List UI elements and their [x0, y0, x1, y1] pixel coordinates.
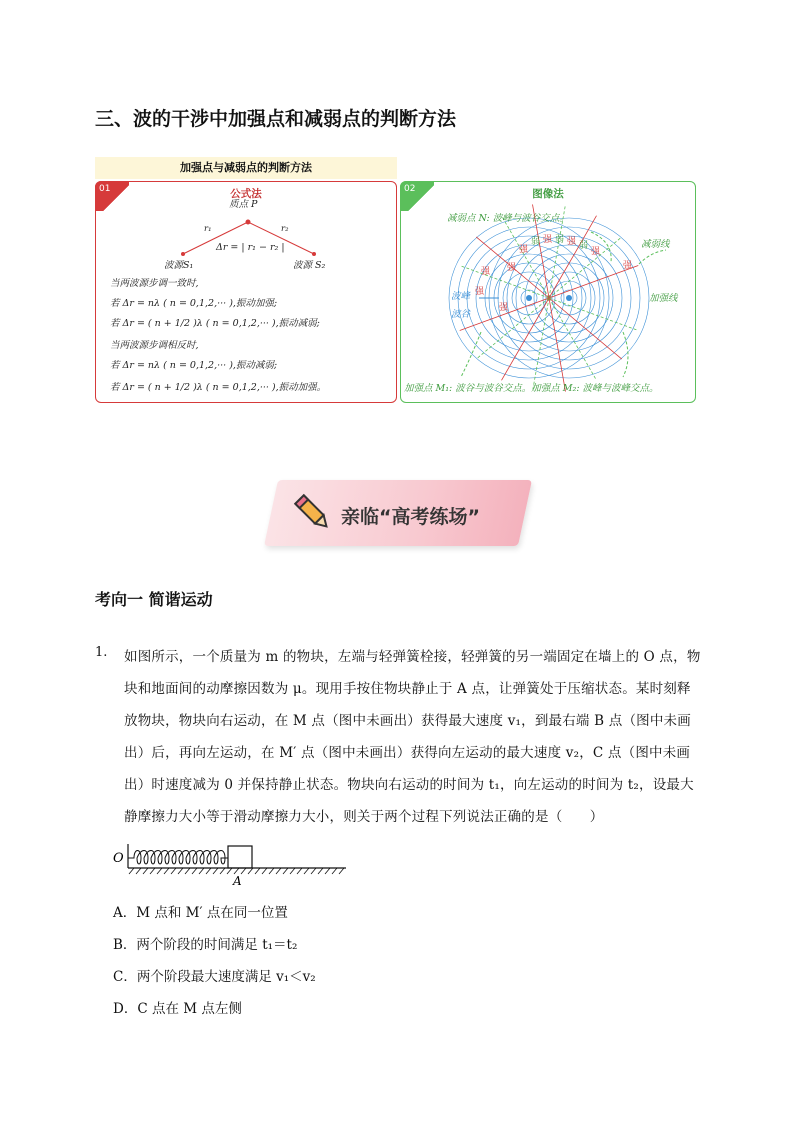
question-number: 1.	[95, 645, 108, 660]
source-s1-dot	[181, 252, 185, 256]
weak-mark: 弱	[531, 237, 541, 247]
practice-banner	[271, 480, 525, 546]
strong-mark: 强	[499, 303, 509, 313]
formula-line-5: 若 Δr = nλ ( n = 0,1,2,··· ),振动减弱;	[110, 360, 278, 371]
r2-label: r₂	[281, 224, 289, 234]
option-a[interactable]: A．M 点和 M′ 点在同一位置	[113, 905, 288, 921]
tag-01: 01	[95, 181, 129, 211]
question-line-6: 静摩擦力大小等于滑动摩擦力大小，则关于两个过程下列说法正确的是（ ）	[124, 809, 604, 825]
strong-mark: 强	[567, 237, 577, 247]
tag-02: 02	[400, 181, 434, 211]
a-label: A	[233, 874, 242, 888]
graph-title: 图像法	[532, 188, 564, 200]
card-header: 加强点与减弱点的判断方法	[95, 157, 397, 179]
weak-mark: 弱	[579, 241, 589, 251]
weak-point-label: 减弱点 N: 波峰与波谷交点。	[447, 213, 569, 224]
strong-mark: 强	[591, 247, 601, 257]
spring-block-figure	[110, 840, 370, 890]
strong-mark: 强	[623, 261, 633, 271]
formula-line-1: 当两波源步调一致时,	[110, 278, 199, 289]
formula-line-2: 若 Δr = nλ ( n = 0,1,2,··· ),振动加强;	[110, 298, 278, 309]
graph-method-panel	[400, 181, 696, 403]
delta-r-formula: Δr = | r₁ − r₂ |	[216, 242, 285, 253]
formula-method-panel	[95, 181, 397, 403]
block	[228, 846, 252, 868]
option-d[interactable]: D．C 点在 M 点左侧	[113, 1001, 242, 1017]
crest-label: 波峰	[451, 291, 471, 302]
option-b[interactable]: B．两个阶段的时间满足 t₁＝t₂	[113, 937, 298, 953]
strong-mark: 强	[519, 245, 529, 255]
strong-mark: 强	[543, 235, 553, 245]
option-c[interactable]: C．两个阶段最大速度满足 v₁＜v₂	[113, 969, 316, 985]
question-line-1: 如图所示，一个质量为 m 的物块，左端与轻弹簧栓接，轻弹簧的另一端固定在墙上的 O 点，物	[124, 649, 701, 665]
question-line-2: 块和地面间的动摩擦因数为 μ。现用手按住物块静止于 A 点，让弹簧处于压缩状态。某时刻释	[124, 681, 691, 697]
weak-mark: 弱	[555, 235, 565, 245]
spring	[128, 851, 228, 865]
subsection-title: 考向一 简谐运动	[95, 590, 213, 609]
formula-line-4: 当两波源步调相反时,	[110, 340, 199, 351]
strong-line-label: 加强线	[649, 293, 678, 304]
source-s1-label: 波源S₁	[164, 260, 194, 271]
source-s2-label: 波源 S₂	[293, 260, 326, 271]
question-line-3: 放物块，物块向右运动，在 M 点（图中未画出）获得最大速度 v₁，到最右端 B 点（图中未画	[124, 713, 691, 729]
strong-mark: 强	[481, 267, 491, 277]
weak-line-label: 减弱线	[641, 239, 670, 250]
strong-mark: 强	[475, 287, 485, 297]
formula-title: 公式法	[230, 188, 262, 200]
pencil-icon	[293, 492, 333, 534]
source-right-dot	[566, 295, 572, 301]
formula-line-3: 若 Δr = ( n + 1/2 )λ ( n = 0,1,2,··· ),振动减弱;	[110, 318, 320, 329]
formula-line-6: 若 Δr = ( n + 1/2 )λ ( n = 0,1,2,··· ),振动加强。	[110, 382, 327, 393]
o-label: O	[113, 851, 124, 866]
point-p-dot	[246, 220, 251, 225]
source-s2-dot	[312, 252, 316, 256]
banner-title: 亲临“高考练场”	[341, 506, 480, 528]
point-p-label: 质点 P	[229, 199, 258, 210]
question-line-4: 出）后，再向左运动，在 M′ 点（图中未画出）获得向左运动的最大速度 v₂，C 点（图中未画	[124, 745, 691, 761]
strong-points-label: 加强点 M₁: 波谷与波谷交点。加强点 M₂: 波峰与波峰交点。	[404, 383, 659, 394]
r1-label: r₁	[204, 224, 212, 234]
section-title: 三、波的干涉中加强点和减弱点的判断方法	[95, 108, 457, 130]
question-line-5: 出）时速度减为 0 并保持静止状态。物块向右运动的时间为 t₁，向左运动的时间为 t₂，设最大	[124, 777, 694, 793]
strong-mark: 强	[507, 263, 517, 273]
method-card	[95, 157, 697, 405]
trough-label: 波谷	[451, 309, 471, 320]
source-left-dot	[526, 295, 532, 301]
